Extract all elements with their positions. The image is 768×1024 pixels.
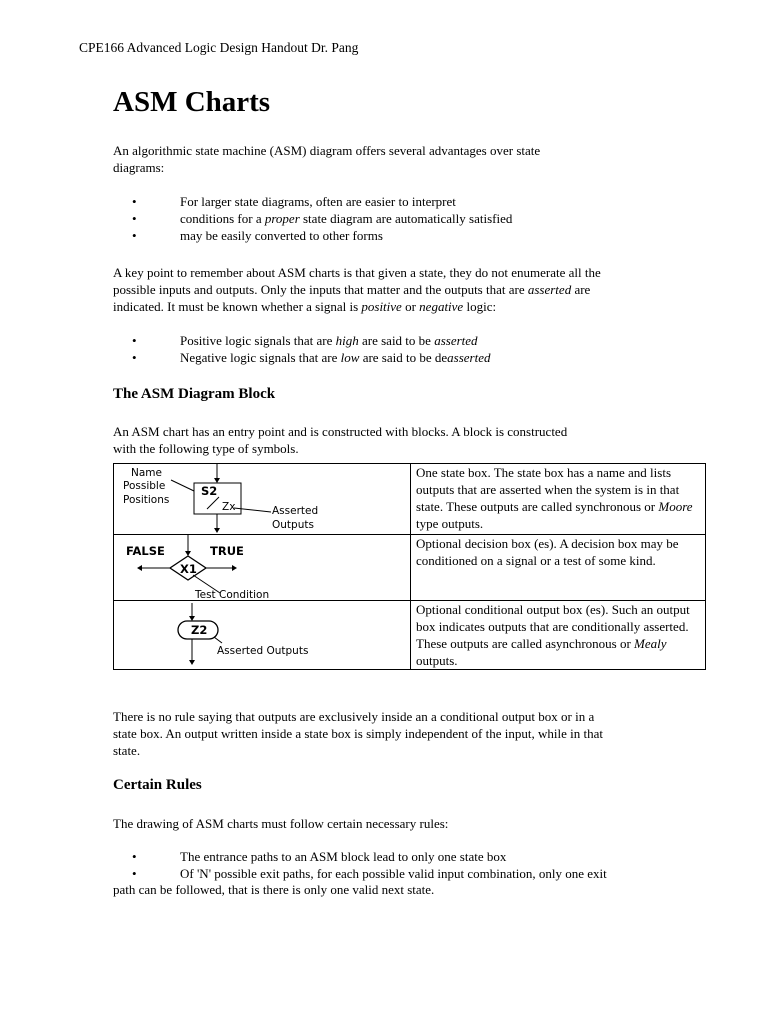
fig-label: Possible — [123, 480, 166, 492]
false-label: FALSE — [126, 544, 165, 558]
page-header: CPE166 Advanced Logic Design Handout Dr. Pang — [79, 40, 359, 55]
fig-label: Name — [131, 467, 162, 479]
fig-label: Outputs — [272, 519, 314, 531]
state-output: Zx — [222, 501, 236, 513]
table-row — [114, 535, 706, 601]
list-item: • For larger state diagrams, often are easier to interpret — [132, 194, 456, 209]
conditional-output-diagram — [114, 601, 410, 669]
rule-continuation: path can be followed, that is there is only one valid next state. — [113, 882, 435, 897]
list-item: • Positive logic signals that are high are said to be asserted — [132, 333, 478, 348]
fig-label: Positions — [123, 494, 170, 506]
symbols-table — [113, 463, 706, 670]
keypoint-paragraph: A key point to remember about ASM charts is that given a state, they do not enumerate all the possible inputs and outputs. Only the inputs that matter and the outputs that are asserted are indicated. It must be known whether a signal is positive or negative logic: — [113, 265, 601, 314]
decision-box-description: Optional decision box (es). A decision box may be conditioned on a signal or a test of some kind. — [411, 535, 706, 601]
bullet-icon: • — [132, 228, 137, 243]
bullet-icon: • — [132, 866, 137, 881]
table-row — [114, 601, 706, 670]
list-item: • The entrance paths to an ASM block lead to only one state box — [132, 849, 507, 864]
list-item: • Negative logic signals that are low are said to be deasserted — [132, 350, 491, 365]
state-box-figure — [114, 464, 411, 535]
bullet-icon: • — [132, 350, 137, 365]
list-item: • may be easily converted to other forms — [132, 228, 383, 243]
bullet-icon: • — [132, 333, 137, 348]
block-paragraph: An ASM chart has an entry point and is constructed with blocks. A block is constructed with the following type of symbols. — [113, 424, 568, 456]
intro-paragraph — [113, 142, 643, 176]
page-title: ASM Charts — [113, 86, 271, 118]
fig-label: Asserted — [272, 505, 319, 517]
state-name: S2 — [201, 484, 218, 498]
bullet-icon: • — [132, 211, 137, 226]
intro-line: diagrams: — [113, 160, 165, 175]
bullet-icon: • — [132, 194, 137, 209]
conditional-output-description: Optional conditional output box (es). Such an output box indicates outputs that are conditionally asserted. These outputs are called asynchronous or Mealy outputs. — [411, 601, 706, 670]
conditional-output-figure — [114, 601, 411, 670]
table-row — [114, 464, 706, 535]
rules-intro: The drawing of ASM charts must follow certain necessary rules: — [113, 816, 449, 831]
norule-paragraph: There is no rule saying that outputs are exclusively inside an a conditional output box or in a state box. An output written inside a state box is simply independent of the input, while in that state. — [113, 709, 603, 758]
fig-label: Asserted Outputs — [217, 645, 309, 657]
bullet-icon: • — [132, 849, 137, 864]
advantages-list — [113, 193, 512, 244]
logic-list — [113, 332, 491, 366]
list-item: • Of 'N' possible exit paths, for each possible valid input combination, only one exit — [132, 866, 607, 881]
rules-list — [113, 848, 607, 882]
section-heading: The ASM Diagram Block — [113, 386, 276, 402]
section-heading: Certain Rules — [113, 777, 202, 793]
decision-box-figure — [114, 535, 411, 601]
condition-label: X1 — [180, 562, 197, 576]
intro-line: An algorithmic state machine (ASM) diagram offers several advantages over state — [113, 143, 541, 158]
conditional-output-name: Z2 — [191, 623, 208, 637]
state-box-description: One state box. The state box has a name and lists outputs that are asserted when the system is in that state. These outputs are called synchronous or Moore type outputs. — [411, 464, 706, 535]
test-condition-label: Test Condition — [195, 589, 270, 600]
state-box-diagram — [114, 464, 410, 534]
list-item: • conditions for a proper state diagram are automatically satisfied — [132, 211, 513, 226]
decision-box-diagram — [114, 535, 410, 600]
true-label: TRUE — [210, 544, 244, 558]
